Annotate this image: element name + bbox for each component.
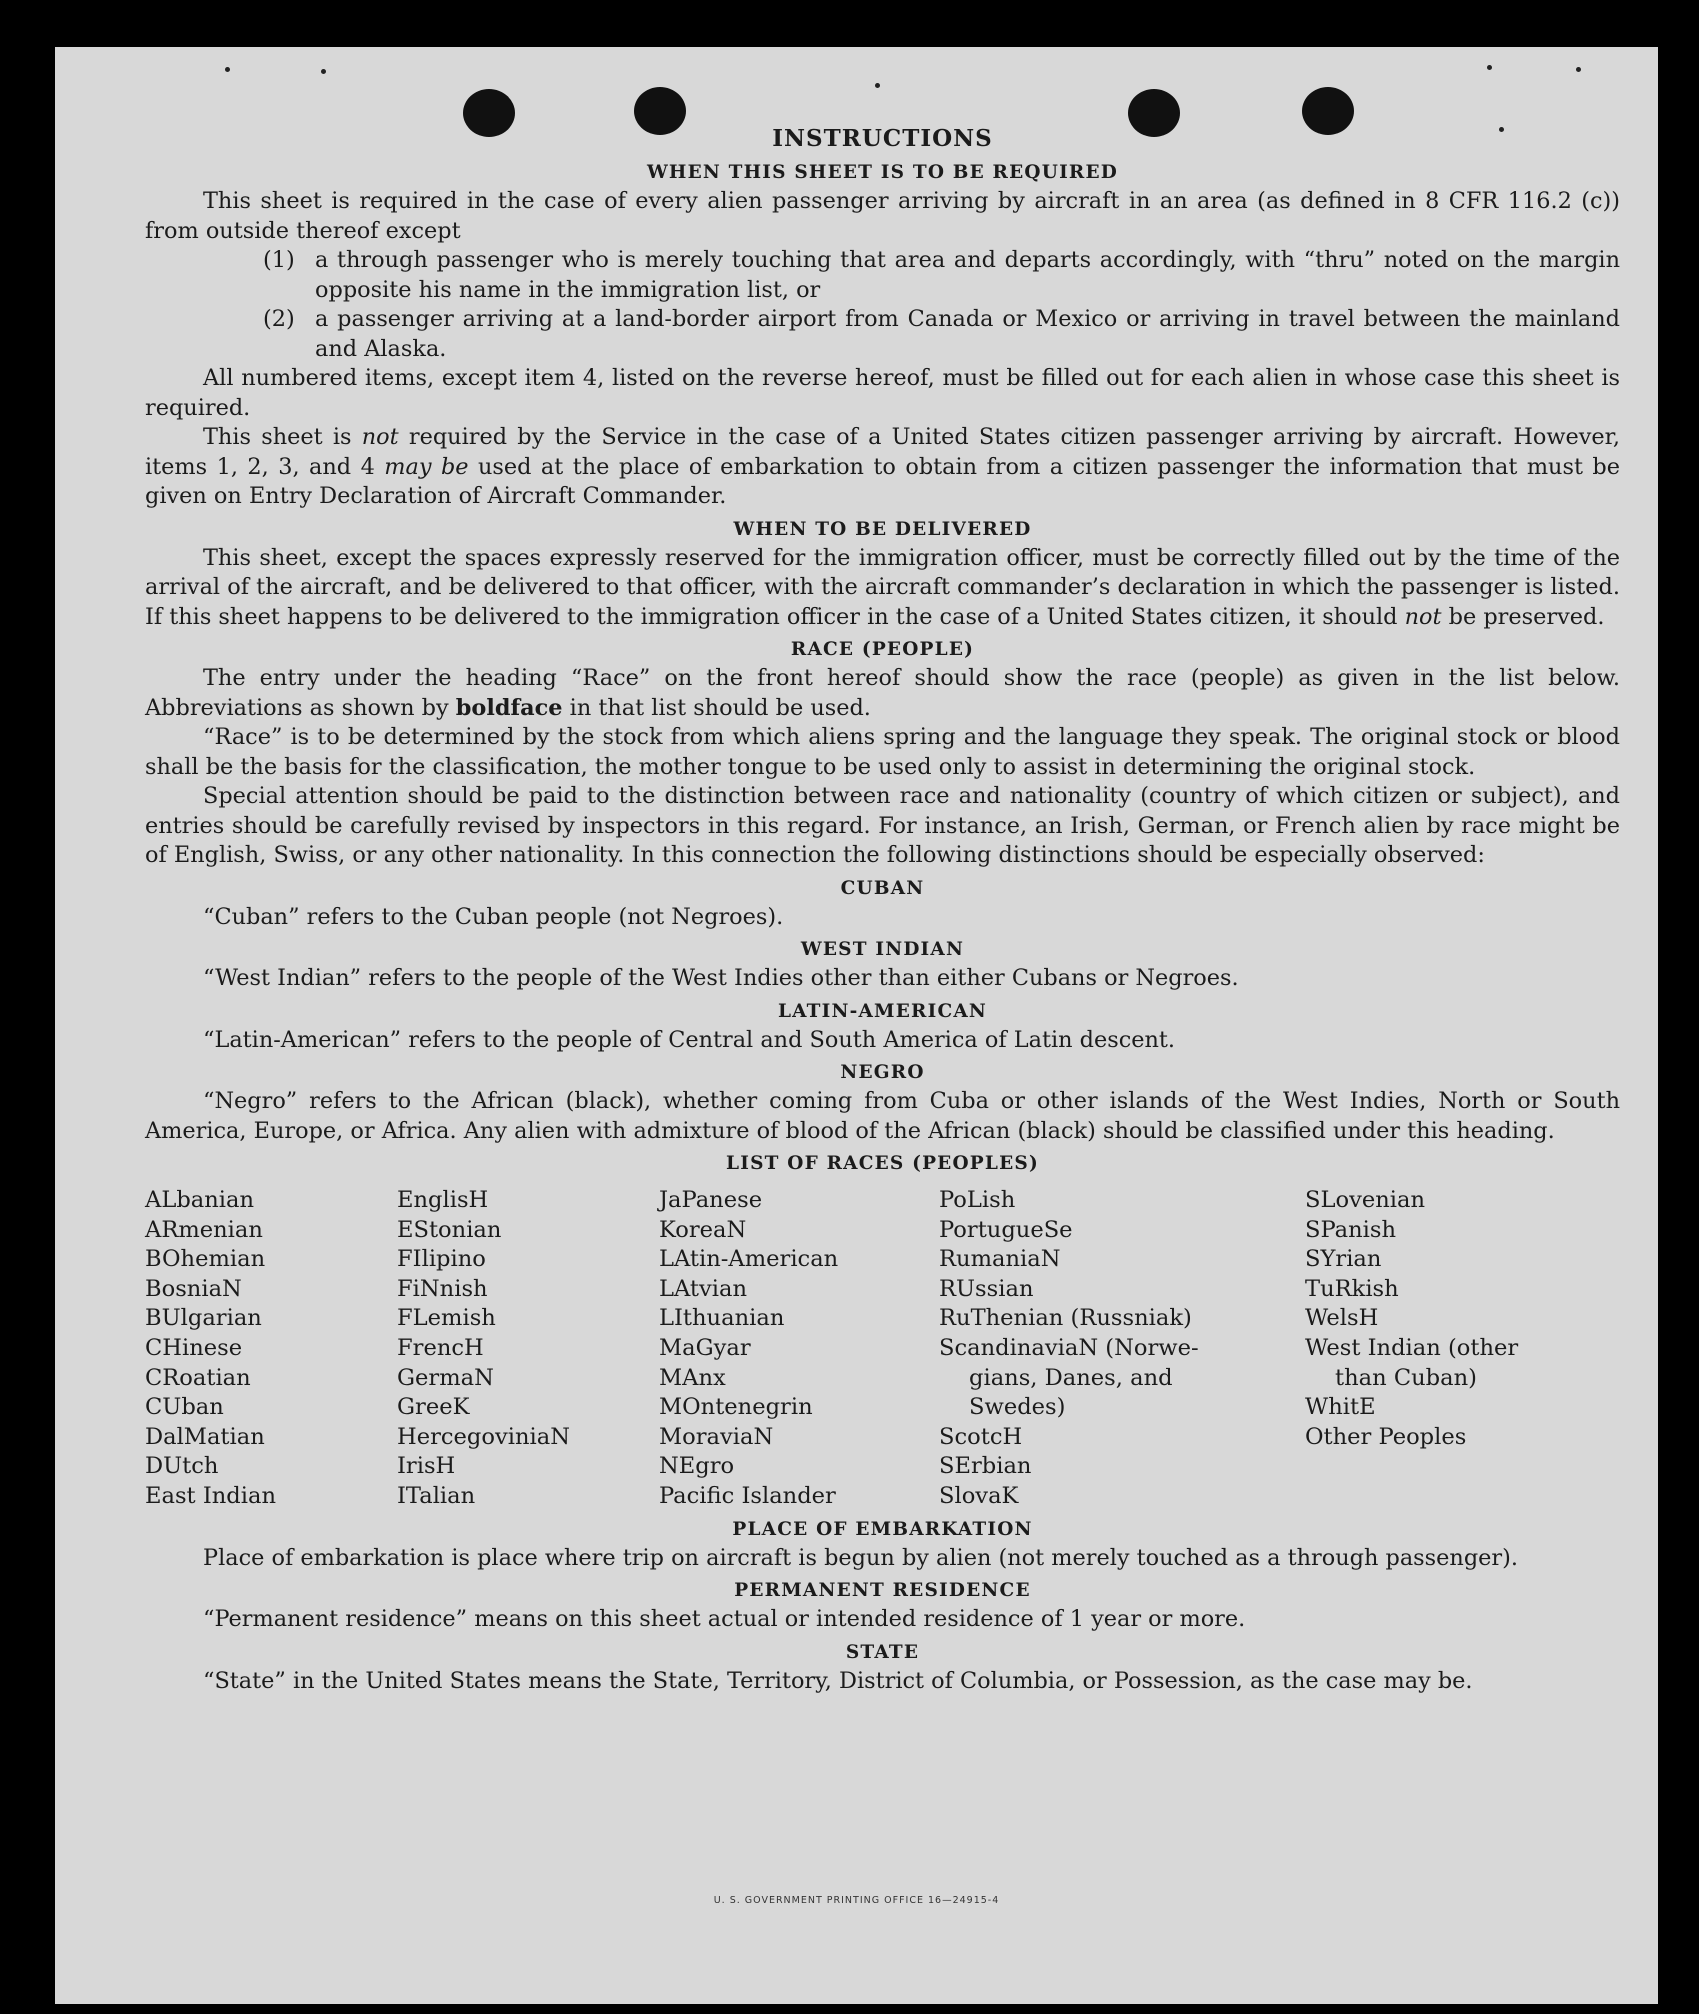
speck bbox=[225, 67, 230, 72]
paragraph: “West Indian” refers to the people of the West Indies other than either Cubans or Negroes. bbox=[203, 965, 1239, 991]
section-heading-list: LIST OF RACES (PEOPLES) bbox=[726, 1153, 1039, 1174]
race-entry: SLovenian bbox=[1305, 1187, 1426, 1213]
race-entry: Other Peoples bbox=[1305, 1423, 1467, 1450]
section-heading-west-indian: WEST INDIAN bbox=[800, 939, 965, 960]
race-entry: MOntenegrin bbox=[659, 1394, 813, 1421]
race-entry: MaGyar bbox=[659, 1334, 751, 1361]
race-entry: SlovaK bbox=[939, 1482, 1019, 1509]
race-entry: DalMatian bbox=[145, 1423, 265, 1450]
speck bbox=[1576, 67, 1581, 72]
race-entry: RUssian bbox=[939, 1275, 1034, 1302]
exception-number: (2) bbox=[263, 306, 295, 332]
paragraph: All numbered items, except item 4, listed on the reverse hereof, must be filled out for each alien in whose case this sheet is required. bbox=[145, 365, 1620, 421]
races-column bbox=[397, 1186, 659, 1512]
instructions-body bbox=[145, 123, 1620, 1696]
paragraph: “State” in the United States means the State, Territory, District of Columbia, or Possession, as the case may be. bbox=[203, 1667, 1473, 1694]
race-entry: GermaN bbox=[397, 1364, 494, 1391]
paragraph: “Race” is to be determined by the stock from which aliens spring and the language they speak. The original stock or blood shall be the basis for the classification, the mother tongue to be used only to assist in determining the original stock. bbox=[145, 724, 1620, 780]
race-entry: DUtch bbox=[145, 1453, 219, 1480]
race-entry: BosniaN bbox=[145, 1275, 242, 1302]
race-entry: ScandinaviaN (Norwe- bbox=[939, 1334, 1199, 1361]
race-entry: KoreaN bbox=[659, 1216, 747, 1243]
race-entry: GreeK bbox=[397, 1394, 470, 1421]
race-entry: East Indian bbox=[145, 1482, 277, 1509]
exception-text: a through passenger who is merely touching that area and departs accordingly, with “thru” noted on the margin opposite his name in the immigration list, or bbox=[315, 247, 1620, 303]
section-heading-required: WHEN THIS SHEET IS TO BE REQUIRED bbox=[646, 162, 1119, 183]
race-entry: LAtin-American bbox=[659, 1246, 839, 1273]
race-entry: MoraviaN bbox=[659, 1423, 774, 1450]
section-heading-embarkation: PLACE OF EMBARKATION bbox=[732, 1518, 1033, 1540]
printing-office-imprint: U. S. GOVERNMENT PRINTING OFFICE 16—24915-4 bbox=[713, 1895, 1000, 1906]
section-heading-latin-american: LATIN-AMERICAN bbox=[777, 1000, 988, 1022]
race-entry: FLemish bbox=[397, 1305, 496, 1332]
speck bbox=[875, 83, 880, 88]
race-entry: WhitE bbox=[1305, 1394, 1376, 1421]
exception-item bbox=[145, 305, 1620, 364]
section-heading-negro: NEGRO bbox=[840, 1062, 925, 1083]
race-entry: ARmenian bbox=[145, 1216, 263, 1243]
races-list bbox=[145, 1186, 1620, 1512]
page-title: INSTRUCTIONS bbox=[772, 125, 993, 152]
races-column bbox=[939, 1186, 1305, 1512]
race-entry: BOhemian bbox=[145, 1246, 266, 1273]
race-entry: MAnx bbox=[659, 1364, 726, 1391]
race-entry: SErbian bbox=[939, 1453, 1032, 1480]
race-entry: SPanish bbox=[1305, 1216, 1397, 1243]
race-entry: EnglisH bbox=[397, 1187, 489, 1213]
paragraph: “Latin-American” refers to the people of Central and South America of Latin descent. bbox=[203, 1026, 1176, 1053]
race-entry: JaPanese bbox=[659, 1187, 763, 1213]
paragraph: “Cuban” refers to the Cuban people (not Negroes). bbox=[203, 903, 784, 930]
race-entry: CHinese bbox=[145, 1334, 243, 1361]
exception-number: (1) bbox=[263, 247, 295, 273]
paragraph: “Permanent residence” means on this sheet actual or intended residence of 1 year or more. bbox=[203, 1606, 1246, 1633]
race-entry: SYrian bbox=[1305, 1246, 1382, 1273]
race-entry: LAtvian bbox=[659, 1275, 748, 1302]
race-entry: TuRkish bbox=[1305, 1275, 1399, 1302]
race-entry: RuThenian (Russniak) bbox=[939, 1305, 1192, 1332]
race-entry: FrencH bbox=[397, 1334, 484, 1361]
section-heading-state: STATE bbox=[845, 1641, 920, 1663]
race-entry: EStonian bbox=[397, 1216, 502, 1243]
race-entry: ITalian bbox=[397, 1482, 476, 1509]
section-heading-residence: PERMANENT RESIDENCE bbox=[734, 1580, 1031, 1602]
race-entry: PoLish bbox=[939, 1187, 1016, 1213]
paragraph: The entry under the heading “Race” on the front hereof should show the race (people) as given in the list below. Abbreviations as shown by boldface in that list should be used. bbox=[145, 665, 1620, 721]
race-entry: CRoatian bbox=[145, 1364, 251, 1391]
race-entry: Pacific Islander bbox=[659, 1482, 836, 1509]
races-column bbox=[659, 1186, 939, 1512]
document-page bbox=[55, 47, 1658, 2004]
races-column bbox=[145, 1186, 397, 1512]
exception-item bbox=[145, 246, 1620, 305]
race-entry: IrisH bbox=[397, 1453, 456, 1480]
section-heading-delivered: WHEN TO BE DELIVERED bbox=[733, 518, 1032, 540]
race-entry: PortugueSe bbox=[939, 1216, 1073, 1243]
paragraph: This sheet is required in the case of every alien passenger arriving by aircraft in an area (as defined in 8 CFR 116.2 (c)) from outside thereof except bbox=[145, 188, 1620, 244]
speck bbox=[321, 69, 326, 74]
race-entry: ScotcH bbox=[939, 1423, 1023, 1450]
race-entry: West Indian (other bbox=[1305, 1334, 1519, 1361]
race-entry-continuation: gians, Danes, and bbox=[969, 1364, 1173, 1391]
races-column bbox=[1305, 1186, 1605, 1512]
paragraph: “Negro” refers to the African (black), whether coming from Cuba or other islands of the West Indies, North or South America, Europe, or Africa. Any alien with admixture of blood of the African (black) should be classified under this heading. bbox=[145, 1088, 1620, 1144]
section-heading-race: RACE (PEOPLE) bbox=[790, 639, 975, 660]
race-entry: CUban bbox=[145, 1394, 224, 1421]
race-entry: FIlipino bbox=[397, 1246, 486, 1273]
race-entry: WelsH bbox=[1305, 1305, 1379, 1332]
race-entry: LIthuanian bbox=[659, 1305, 785, 1332]
paragraph: Special attention should be paid to the distinction between race and nationality (country of which citizen or subject), and entries should be carefully revised by inspectors in this regard. For instance, an Irish, German, or French alien by race might be of English, Swiss, or any other nationality. In this connection the following distinctions should be especially observed: bbox=[145, 783, 1620, 868]
paragraph: Place of embarkation is place where trip on aircraft is begun by alien (not merely touched as a through passenger). bbox=[203, 1544, 1518, 1571]
speck bbox=[1487, 65, 1492, 70]
paragraph: This sheet, except the spaces expressly reserved for the immigration officer, must be correctly filled out by the time of the arrival of the aircraft, and be delivered to that officer, with the aircraft commander’s declaration in which the passenger is listed. If this sheet happens to be delivered to the immigration officer in the case of a United States citizen, it should not be preserved. bbox=[145, 544, 1620, 630]
race-entry-continuation: than Cuban) bbox=[1335, 1364, 1477, 1391]
exception-text: a passenger arriving at a land-border airport from Canada or Mexico or arriving in travel between the mainland and Alaska. bbox=[315, 306, 1620, 362]
race-entry-continuation: Swedes) bbox=[969, 1394, 1066, 1421]
race-entry: BUlgarian bbox=[145, 1305, 262, 1332]
race-entry: ALbanian bbox=[145, 1187, 255, 1213]
race-entry: NEgro bbox=[659, 1453, 735, 1480]
race-entry: HercegoviniaN bbox=[397, 1423, 570, 1450]
race-entry: RumaniaN bbox=[939, 1246, 1061, 1273]
section-heading-cuban: CUBAN bbox=[840, 877, 925, 899]
race-entry: FiNnish bbox=[397, 1275, 488, 1302]
paragraph: This sheet is not required by the Service in the case of a United States citizen passenger arriving by aircraft. However, items 1, 2, 3, and 4 may be used at the place of embarkation to obtain from a citizen passenger the information that must be given on Entry Declaration of Aircraft Commander. bbox=[145, 424, 1621, 509]
